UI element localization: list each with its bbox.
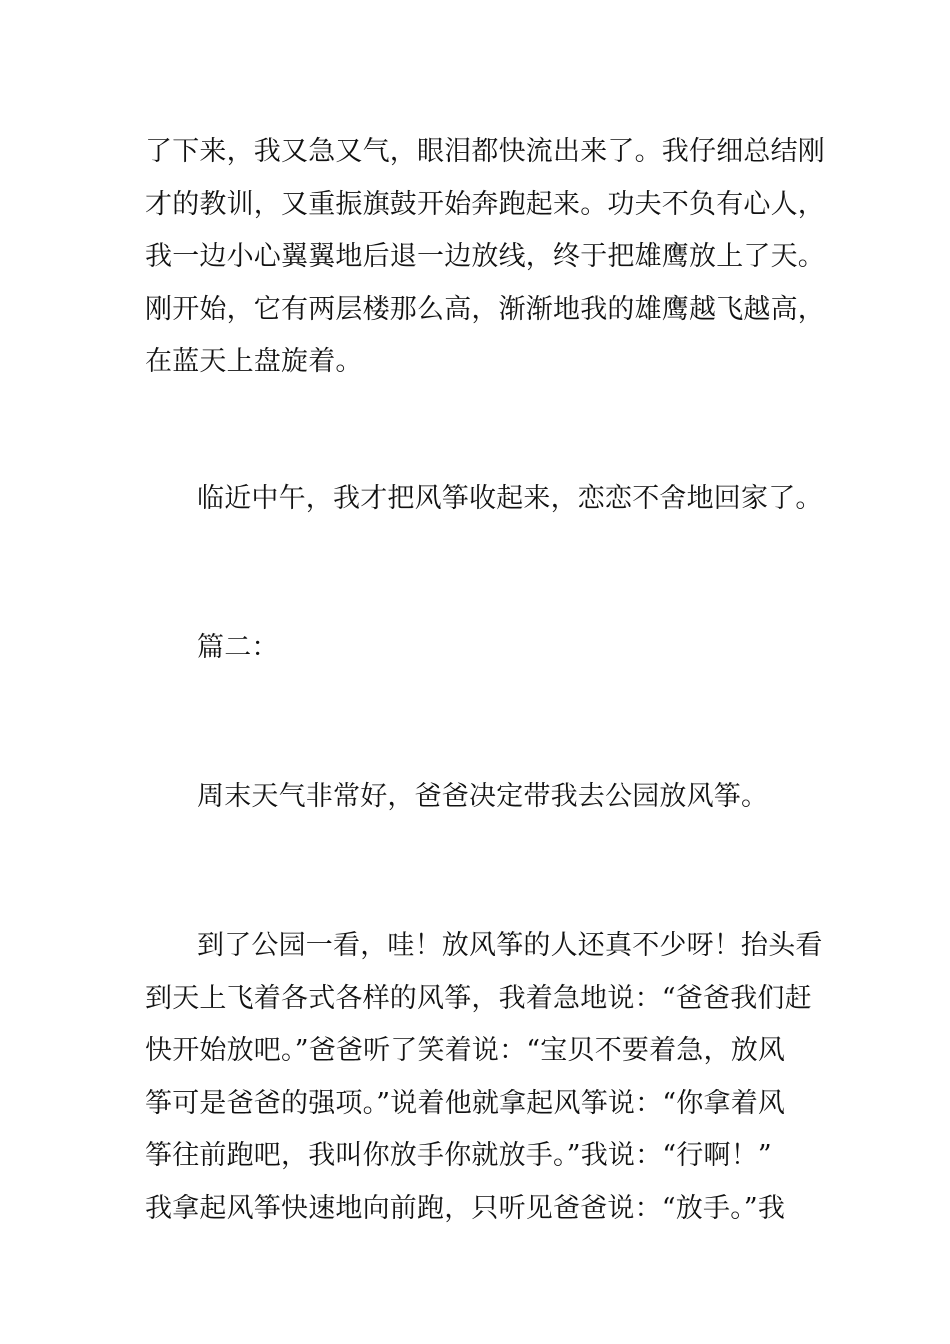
text-line: 我拿起风筝快速地向前跑，只听见爸爸说：“放手。”我	[145, 1192, 786, 1224]
section-title: 篇二：	[197, 632, 279, 663]
text-line: 在蓝天上盘旋着。	[145, 346, 363, 377]
text-line: 我一边小心翼翼地后退一边放线，终于把雄鹰放上了天。	[145, 241, 825, 272]
text-line: 了下来，我又急又气，眼泪都快流出来了。我仔细总结刚	[145, 136, 825, 167]
text-line: 周末天气非常好，爸爸决定带我去公园放风筝。	[197, 781, 769, 812]
text-line: 筝可是爸爸的强项。”说着他就拿起风筝说：“你拿着风	[145, 1087, 786, 1119]
paragraph-park	[145, 920, 823, 1235]
text-line: 才的教训，又重振旗鼓开始奔跑起来。功夫不负有心人，	[145, 188, 825, 220]
paragraph-noon	[145, 473, 823, 526]
text-line: 到了公园一看，哇！放风筝的人还真不少呀！抬头看	[197, 930, 823, 961]
section-heading	[145, 622, 815, 675]
paragraph-continuation	[145, 126, 825, 389]
text-line: 筝往前跑吧，我叫你放手你就放手。”我说：“行啊！”	[145, 1140, 772, 1171]
text-line: 临近中午，我才把风筝收起来，恋恋不舍地回家了。	[197, 483, 823, 514]
text-line: 到天上飞着各式各样的风筝，我着急地说：“爸爸我们赶	[145, 982, 812, 1014]
text-line: 刚开始，它有两层楼那么高，渐渐地我的雄鹰越飞越高，	[145, 293, 825, 325]
text-line: 快开始放吧。”爸爸听了笑着说：“宝贝不要着急，放风	[145, 1035, 786, 1066]
paragraph-weekend	[145, 771, 815, 824]
